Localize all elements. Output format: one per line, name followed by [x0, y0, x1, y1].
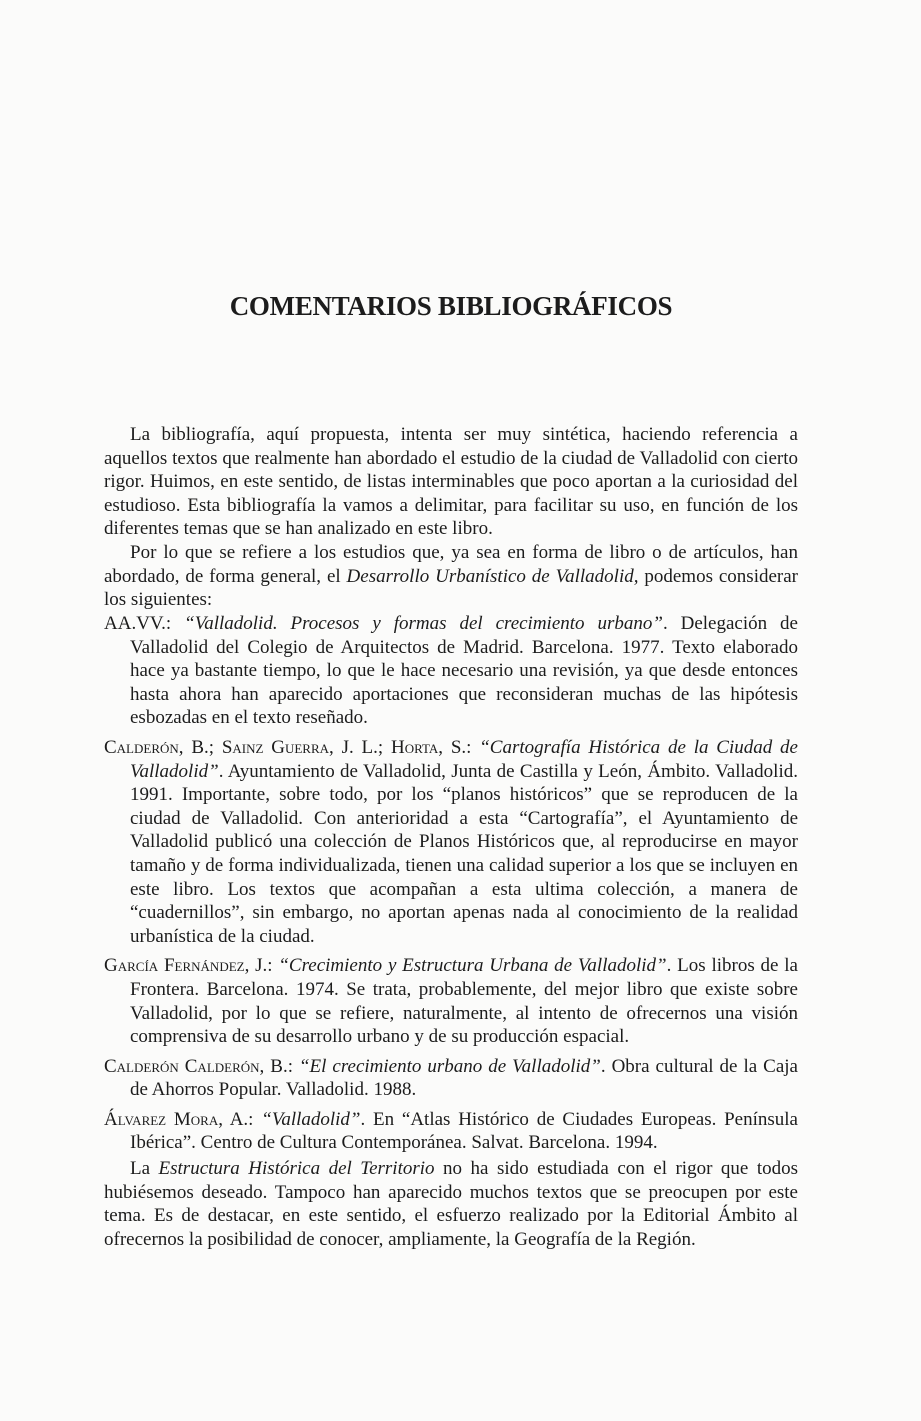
reference-entry: [104, 1108, 798, 1155]
reference-authors: García Fernández, J.:: [104, 955, 279, 977]
intro-paragraph-2: [104, 541, 798, 612]
reference-details: . Obra cultural de la Caja de Ahorros Popular. Valladolid. 1988.: [130, 1055, 798, 1101]
reference-title: “Valladolid”: [261, 1108, 361, 1130]
reference-entry: [104, 1055, 798, 1102]
intro-p2-text: Por lo que se refiere a los estudios que, ya sea en forma de libro o de artículos, han abordado, de forma general, el: [104, 541, 798, 587]
reference-entry: [104, 612, 798, 730]
reference-authors: Calderón Calderón, B.:: [104, 1055, 299, 1077]
intro-p2-italic: Desarrollo Urbanístico de Valladolid,: [346, 565, 639, 587]
closing-italic: Estructura Histórica del Territorio: [158, 1158, 435, 1179]
reference-details: . Delegación de Valladolid del Colegio de Arquitectos de Madrid. Barcelona. 1977. Texto elaborado hace ya bastante tiempo, lo que le hace necesario una revisión, ya que desde entonces hasta ahora han aparecido aportaciones que reconsideran muchas de las hipótesis esbozadas en el texto reseñado.: [130, 613, 798, 729]
reference-authors: Álvarez Mora, A.:: [104, 1108, 262, 1130]
reference-title: “Crecimiento y Estructura Urbana de Valladolid”: [278, 955, 667, 977]
reference-entry: [104, 954, 798, 1048]
reference-title: “Cartografía Histórica de la Ciudad de Valladolid”: [130, 736, 798, 782]
reference-authors: Calderón, B.; Sainz Guerra, J. L.; Horta, S.:: [104, 736, 480, 758]
reference-title: “Valladolid. Procesos y formas del crecimiento urbano”: [184, 613, 663, 634]
closing-paragraph: [104, 1157, 798, 1251]
reference-details: . Los libros de la Frontera. Barcelona. 1974. Se trata, probablemente, del mejor libro que existe sobre Valladolid, por lo que se refiere, naturalmente, al intento de ofrecernos una visión comprensiva de su desarrollo urbano y de su producción espacial.: [130, 955, 798, 1048]
intro-section: [104, 423, 798, 612]
reference-authors: AA.VV.:: [104, 613, 185, 634]
intro-paragraph-1: La bibliografía, aquí propuesta, intenta ser muy sintética, haciendo referencia a aquellos textos que realmente han abordado el estudio de la ciudad de Valladolid con cierto rigor. Huimos, en este sentido, de listas interminables que poco aportan a la curiosidad del estudioso. Esta bibliografía la vamos a delimitar, para facilitar su uso, en función de los diferentes temas que se han analizado en este libro.: [104, 424, 798, 540]
reference-entry: [104, 736, 798, 948]
reference-title: “El crecimiento urbano de Valladolid”: [298, 1055, 601, 1077]
closing-text-end: no ha sido estudiada con el rigor que todos hubiésemos deseado. Tampoco han aparecido muchos textos que se preocupen por este tema. Es de destacar, en este sentido, el esfuerzo realizado por la Editorial Ámbito al ofrecernos la posibilidad de conocer, ampliamente, la Geografía de la Región.: [104, 1158, 798, 1250]
page-title: COMENTARIOS BIBLIOGRÁFICOS: [229, 291, 673, 321]
closing-text: La: [130, 1158, 159, 1179]
reference-details: . En “Atlas Histórico de Ciudades Europeas. Península Ibérica”. Centro de Cultura Contemporánea. Salvat. Barcelona. 1994.: [130, 1108, 798, 1154]
reference-details: . Ayuntamiento de Valladolid, Junta de Castilla y León, Ámbito. Valladolid. 1991. Importante, sobre todo, por los “planos históricos” que se reproducen de la ciudad de Valladolid. Con anterioridad a esta “Cartografía”, el Ayuntamiento de Valladolid publicó una colección de Planos Históricos que, al reproducirse en mayor tamaño y de forma individualizada, tienen una calidad superior a los que se incluyen en este libro. Los textos que acompañan a esta ultima colección, a manera de “cuadernillos”, sin embargo, no aportan apenas nada al conocimiento de la realidad urbanística de la ciudad.: [130, 760, 798, 947]
reference-list: [104, 612, 798, 1161]
closing-section: [104, 1157, 798, 1251]
intro-p2-text-end: podemos considerar los siguientes:: [104, 565, 798, 611]
